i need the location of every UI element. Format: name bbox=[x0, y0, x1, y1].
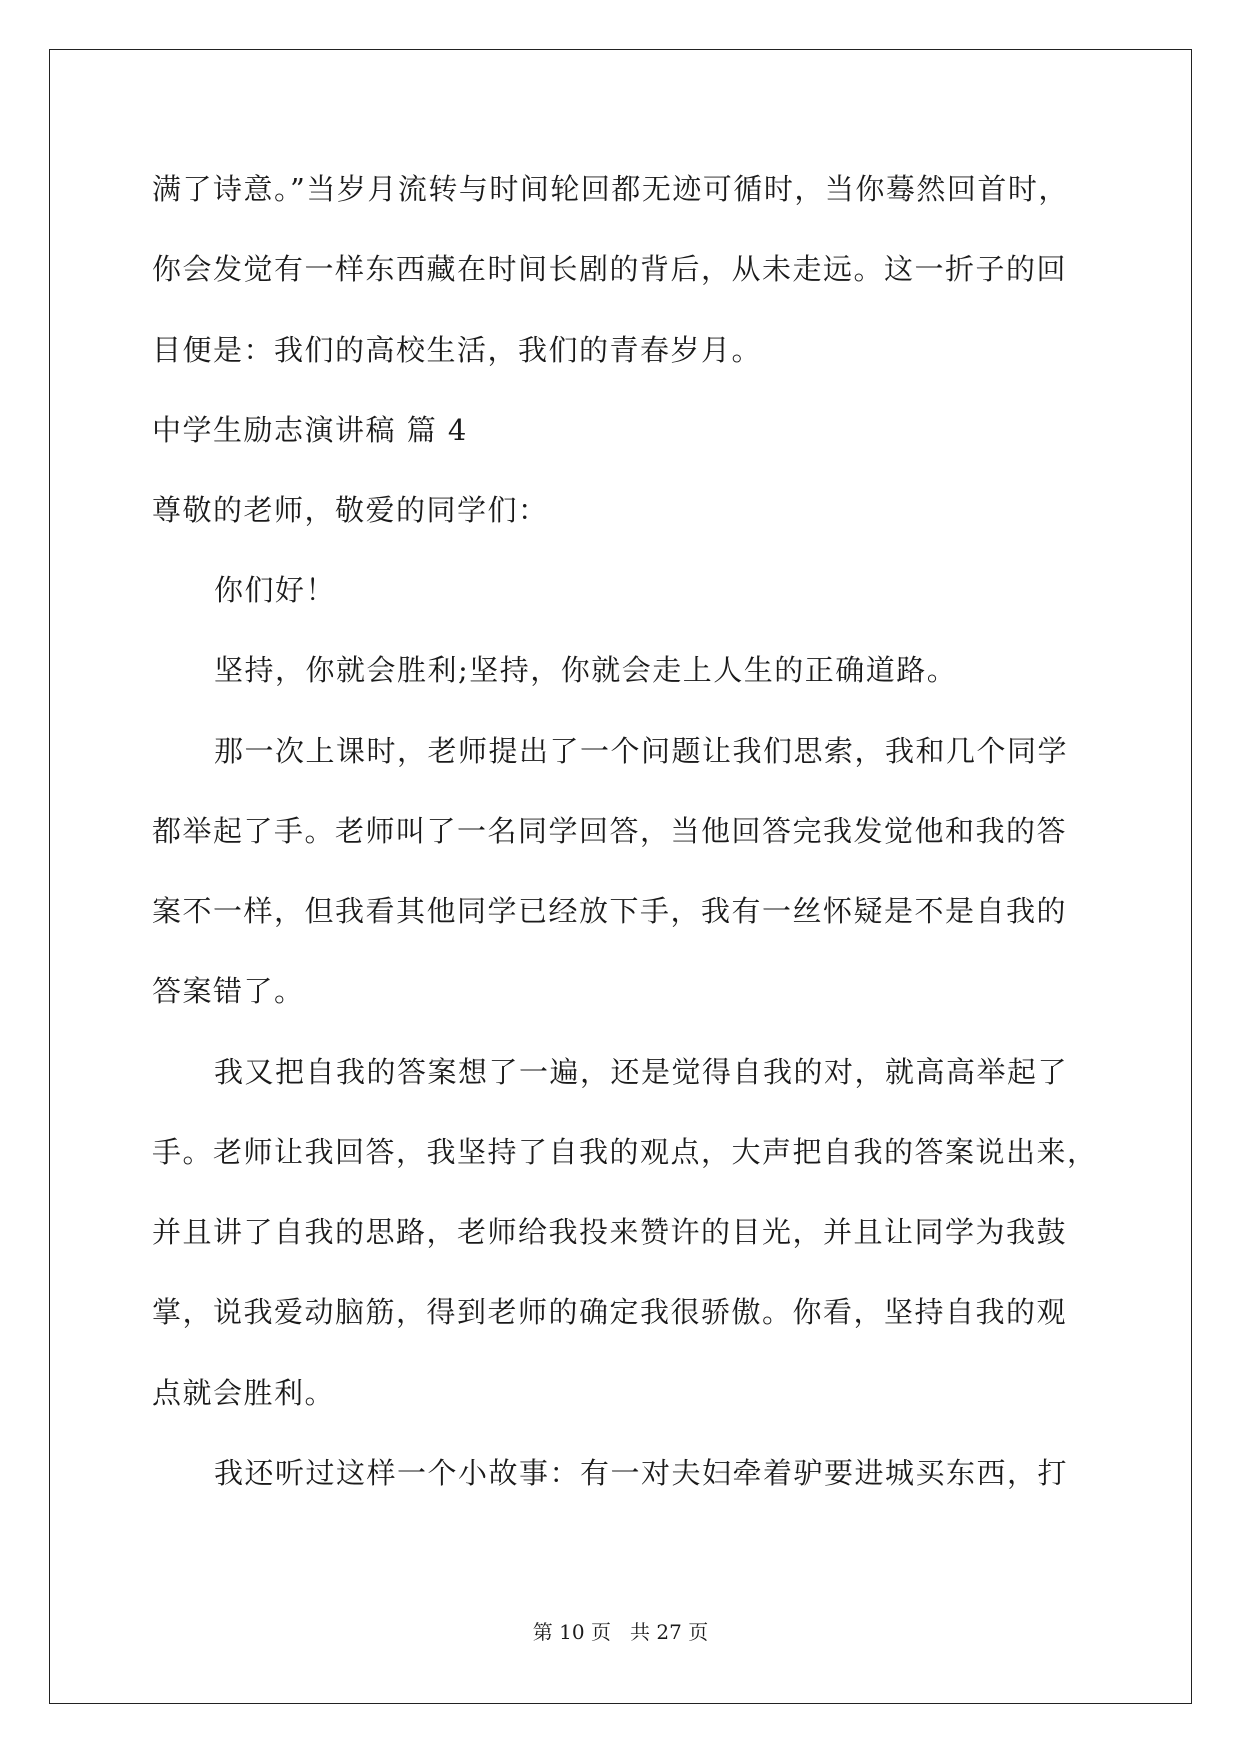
body-text-line: 满了诗意。”当岁月流转与时间轮回都无迹可循时，当你蓦然回首时， bbox=[152, 172, 1069, 206]
body-text-line: 点就会胜利。 bbox=[152, 1376, 336, 1410]
body-text-line: 答案错了。 bbox=[152, 974, 305, 1008]
body-text-line: 并且讲了自我的思路，老师给我投来赞许的目光，并且让同学为我鼓 bbox=[152, 1215, 1068, 1249]
body-text-line: 那一次上课时，老师提出了一个问题让我们思索，我和几个同学 bbox=[214, 734, 1069, 768]
salutation: 尊敬的老师，敬爱的同学们： bbox=[152, 493, 549, 527]
body-text-line: 你会发觉有一样东西藏在时间长剧的背后，从未走远。这一折子的回 bbox=[152, 252, 1068, 286]
body-text-line: 案不一样，但我看其他同学已经放下手，我有一丝怀疑是不是自我的 bbox=[152, 894, 1068, 928]
body-text-line: 坚持，你就会胜利;坚持，你就会走上人生的正确道路。 bbox=[214, 653, 958, 687]
body-text-line: 目便是：我们的高校生活，我们的青春岁月。 bbox=[152, 333, 763, 367]
body-text-line: 手。老师让我回答，我坚持了自我的观点，大声把自我的答案说出来， bbox=[152, 1135, 1098, 1169]
body-text-line: 我又把自我的答案想了一遍，还是觉得自我的对，就高高举起了 bbox=[214, 1055, 1069, 1089]
body-text-line: 掌，说我爱动脑筋，得到老师的确定我很骄傲。你看，坚持自我的观 bbox=[152, 1295, 1068, 1329]
page-footer: 第 10 页 共 27 页 bbox=[532, 1620, 709, 1644]
body-text-line: 都举起了手。老师叫了一名同学回答，当他回答完我发觉他和我的答 bbox=[152, 814, 1068, 848]
greeting: 你们好！ bbox=[214, 573, 337, 607]
body-text-line: 我还听过这样一个小故事：有一对夫妇牵着驴要进城买东西，打 bbox=[214, 1456, 1069, 1490]
section-heading: 中学生励志演讲稿 篇 4 bbox=[152, 413, 468, 447]
